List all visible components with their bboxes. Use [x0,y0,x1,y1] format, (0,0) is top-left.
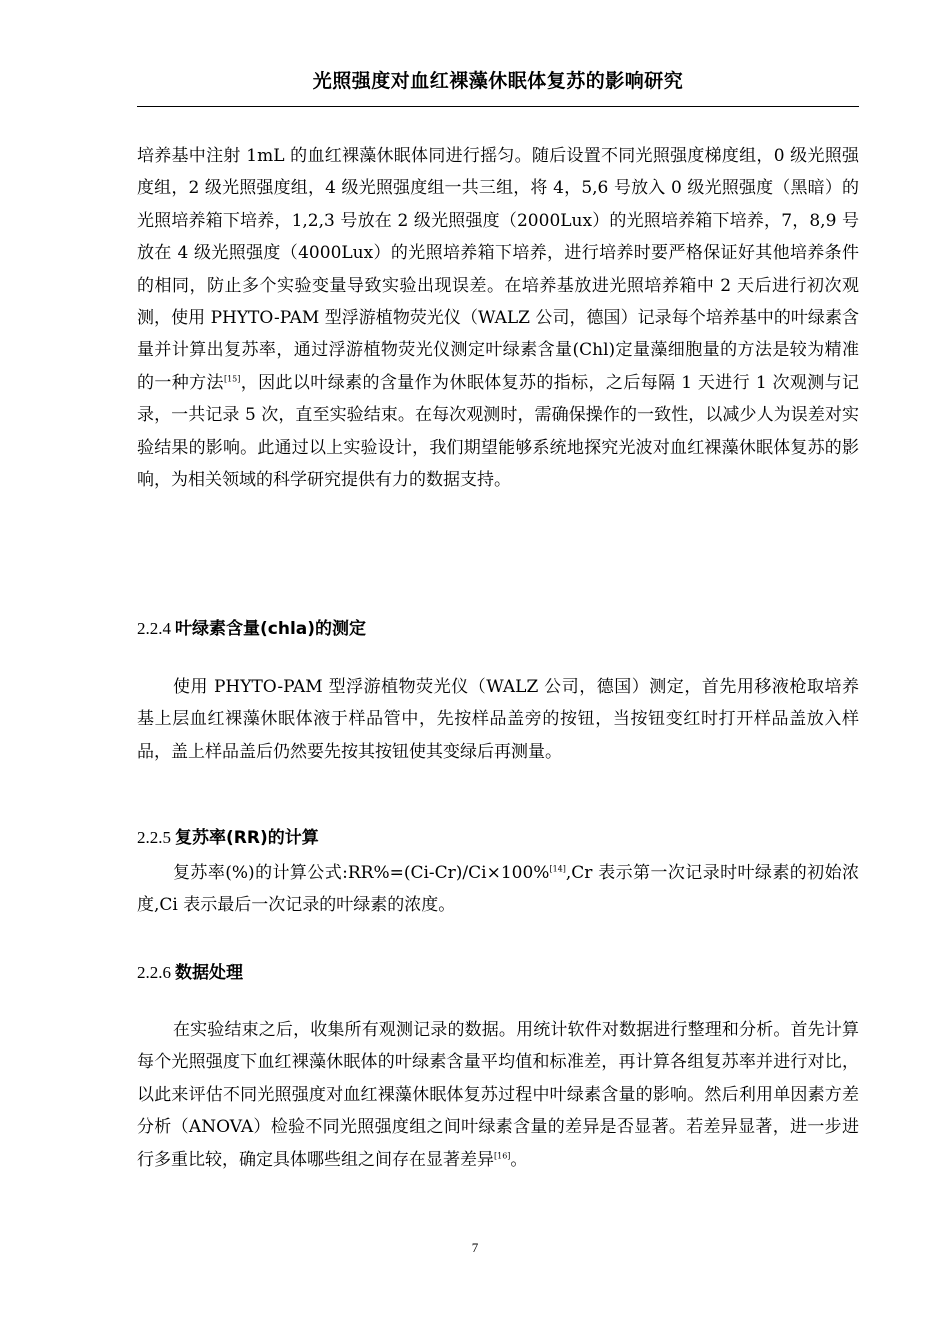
paragraph-text-tail: 。 [510,1149,528,1170]
paragraph-text: 培养基中注射 1mL 的血红裸藻休眠体同进行摇匀。随后设置不同光照强度梯度组，0 级光照强度组，2 级光照强度组，4 级光照强度组一共三组，将 4，5,6 号放入 0 级光照强度（黑暗）的光照培养箱下培养，1,2,3 号放在 2 级光照强度（2000Lux）的光照培养箱下培养，7，8,9 号放在 4 级光照强度（4000Lux）的光照培养箱下培养，进行培养时要严格保证好其他培养条件的相同，防止多个实验变量导致实验出现误差。在培养基放进光照培养箱中 2 天后进行初次观测，使用 PHYTO-PAM 型浮游植物荧光仪（WALZ 公司，德国）记录每个培养基中的叶绿素含量并计算出复苏率，通过浮游植物荧光仪测定叶绿素含量(Chl)定量藻细胞量的方法是较为精准的一种方法 [137,146,859,393]
paragraph-experiment-setup [137,140,859,496]
paragraph-text: 在实验结束之后，收集所有观测记录的数据。用统计软件对数据进行整理和分析。首先计算每个光照强度下血红裸藻休眠体的叶绿素含量平均值和标准差，再计算各组复苏率并进行对比，以此来评估不同光照强度对血红裸藻休眠体复苏过程中叶绿素含量的影响。然后利用单因素方差分析（ANOVA）检验不同光照强度组之间叶绿素含量的差异是否显著。若差异显著，进一步进行多重比较，确定具体哪些组之间存在显著差异 [137,1020,859,1170]
section-number: 2.2.4 [137,619,171,638]
header-rule [137,106,859,107]
paragraph-text: 使用 PHYTO-PAM 型浮游植物荧光仪（WALZ 公司，德国）测定，首先用移液枪取培养基上层血红裸藻休眠体液于样品管中，先按样品盖旁的按钮，当按钮变红时打开样品盖放入样品，盖上样品盖后仍然要先按其按钮使其变绿后再测量。 [137,677,859,762]
citation-15: [15] [223,374,241,384]
paragraph-data-processing [137,1014,859,1176]
citation-16: [16] [494,1150,511,1160]
citation-14: [14] [549,864,566,874]
section-heading-2-2-4 [137,617,859,641]
section-heading-2-2-5 [137,826,859,850]
section-title: 叶绿素含量(chla)的测定 [175,619,367,639]
section-number: 2.2.6 [137,963,171,982]
section-title: 复苏率(RR)的计算 [175,828,319,848]
section-number: 2.2.5 [137,828,171,847]
paragraph-text-tail: ,Cr 表示第一次记录时叶绿素的初始浓度,Ci 表示最后一次记录的叶绿素的浓度。 [137,863,859,916]
running-header-title: 光照强度对血红裸藻休眠体复苏的影响研究 [312,70,684,92]
paragraph-rr-formula [137,857,859,922]
paragraph-text: 复苏率(%)的计算公式:RR%=(Ci-Cr)/Ci×100% [173,863,550,883]
paragraph-text-tail: ，因此以叶绿素的含量作为休眠体复苏的指标，之后每隔 1 天进行 1 次观测与记录，一共记录 5 次，直至实验结束。在每次观测时，需确保操作的一致性，以减少人为误差对实验结果的影响。此通过以上实验设计，我们期望能够系统地探究光波对血红裸藻休眠体复苏的影响，为相关领域的科学研究提供有力的数据支持。 [137,372,860,491]
section-title: 数据处理 [175,963,243,983]
page-number: 7 [471,1240,479,1255]
paragraph-chla-measurement [137,671,859,768]
section-heading-2-2-6 [137,961,859,985]
